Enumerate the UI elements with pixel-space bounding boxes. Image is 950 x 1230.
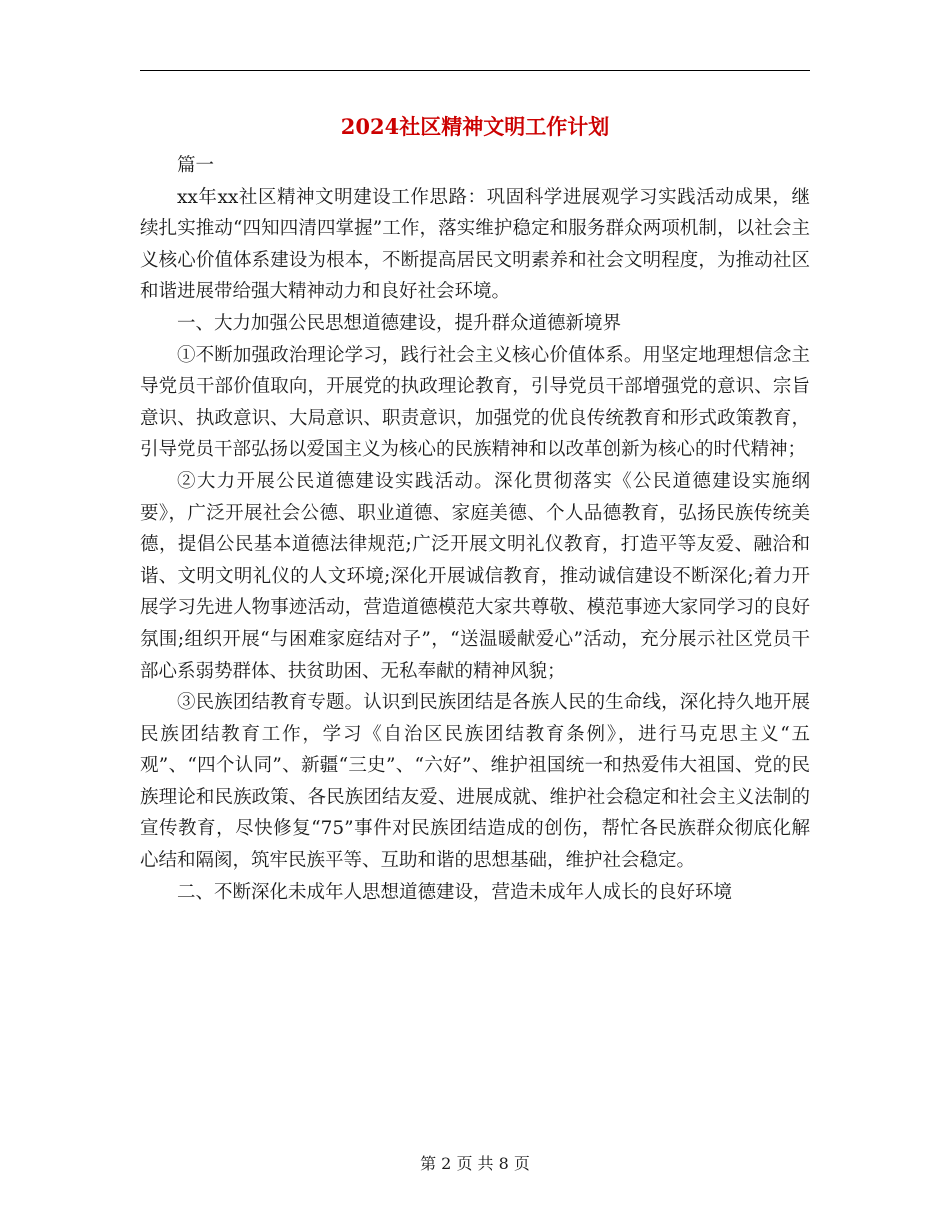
section-label: 篇一 bbox=[177, 155, 215, 176]
header-rule bbox=[140, 70, 810, 71]
document-title: 2024社区精神文明工作计划 bbox=[340, 114, 610, 139]
section-heading: 一、大力加强公民思想道德建设，提升群众道德新境界 bbox=[177, 312, 622, 334]
document-body bbox=[140, 150, 810, 908]
page-number: 第 2 页 共 8 页 bbox=[420, 1154, 530, 1173]
section-heading: 二、不断深化未成年人思想道德建设，营造未成年人成长的良好环境 bbox=[177, 881, 733, 903]
body-paragraph: ①不断加强政治理论学习，践行社会主义核心价值体系。用坚定地理想信念主导党员干部价值取向，开展党的执政理论教育，引导党员干部增强党的意识、宗旨意识、执政意识、大局意识、职责意识，加强党的优良传统教育和形式政策教育，引导党员干部弘扬以爱国主义为核心的民族精神和以改革创新为核心的时代精神； bbox=[140, 344, 810, 461]
body-paragraph: xx年xx社区精神文明建设工作思路：巩固科学进展观学习实践活动成果，继续扎实推动“四知四清四掌握”工作，落实维护稳定和服务群众两项机制，以社会主义核心价值体系建设为根本，不断提高居民文明素养和社会文明程度，为推动社区和谐进展带给强大精神动力和良好社会环境。 bbox=[140, 186, 810, 303]
body-paragraph: ③民族团结教育专题。认识到民族团结是各族人民的生命线，深化持久地开展民族团结教育工作，学习《自治区民族团结教育条例》，进行马克思主义“五观”、“四个认同”、新疆“三史”、“六好”、维护祖国统一和热爱伟大祖国、党的民族理论和民族政策、各民族团结友爱、进展成就、维护社会稳定和社会主义法制的宣传教育，尽快修复“75”事件对民族团结造成的创伤，帮忙各民族群众彻底化解心结和隔阂，筑牢民族平等、互助和谐的思想基础，维护社会稳定。 bbox=[140, 692, 810, 872]
body-paragraph: ②大力开展公民道德建设实践活动。深化贯彻落实《公民道德建设实施纲要》，广泛开展社会公德、职业道德、家庭美德、个人品德教育，弘扬民族传统美德，提倡公民基本道德法律规范;广泛开展文明礼仪教育，打造平等友爱、融洽和谐、文明文明礼仪的人文环境;深化开展诚信教育，推动诚信建设不断深化;着力开展学习先进人物事迹活动，营造道德模范大家共尊敬、模范事迹大家同学习的良好氛围;组织开展“与困难家庭结对子”，“送温暖献爱心”活动，充分展示社区党员干部心系弱势群体、扶贫助困、无私奉献的精神风貌； bbox=[140, 470, 810, 682]
